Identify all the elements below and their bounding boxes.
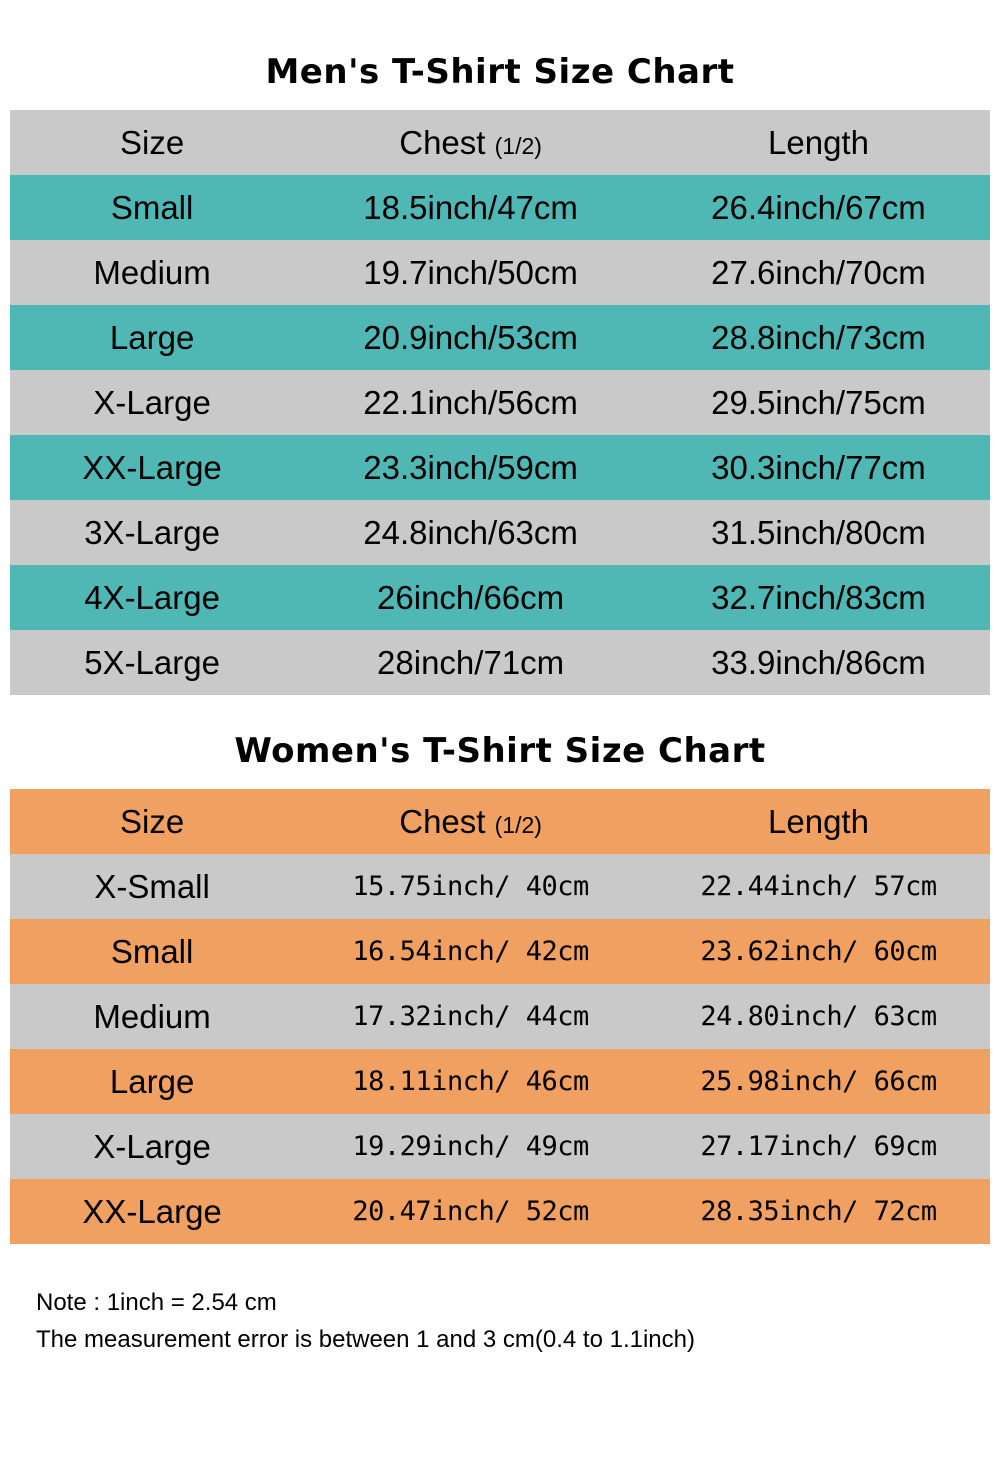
mens-chart-title: Men's T-Shirt Size Chart: [265, 52, 735, 92]
womens-row-chest: 18.11inch/ 46cm: [294, 1049, 647, 1114]
mens-row-chest: 20.9inch/53cm: [294, 305, 647, 370]
womens-row-length: 22.44inch/ 57cm: [647, 854, 990, 919]
mens-row-length: 31.5inch/80cm: [647, 500, 990, 565]
mens-row-length: 26.4inch/67cm: [647, 175, 990, 240]
womens-row-size: Medium: [10, 984, 294, 1049]
table-row: [10, 240, 990, 305]
table-row: [10, 435, 990, 500]
mens-header-chest-sub: (1/2): [494, 132, 542, 159]
womens-row-size: Small: [10, 919, 294, 984]
mens-row-size: 4X-Large: [10, 565, 294, 630]
womens-header-size: Size: [10, 789, 294, 854]
womens-header-chest-label: Chest: [399, 802, 486, 840]
table-row: [10, 919, 990, 984]
mens-row-chest: 24.8inch/63cm: [294, 500, 647, 565]
mens-row-length: 29.5inch/75cm: [647, 370, 990, 435]
mens-row-length: 32.7inch/83cm: [647, 565, 990, 630]
note-inch-conversion: Note : 1inch = 2.54 cm: [36, 1289, 277, 1316]
table-row: [10, 175, 990, 240]
table-row: [10, 1114, 990, 1179]
womens-chart-title: Women's T-Shirt Size Chart: [234, 731, 766, 771]
mens-header-chest: [294, 110, 647, 175]
womens-row-length: 25.98inch/ 66cm: [647, 1049, 990, 1114]
womens-table-header-row: [10, 789, 990, 854]
womens-row-chest: 17.32inch/ 44cm: [294, 984, 647, 1049]
mens-header-chest-label: Chest: [399, 123, 486, 161]
table-row: [10, 1179, 990, 1244]
table-row: [10, 630, 990, 695]
notes-block: [10, 1244, 990, 1358]
mens-row-chest: 18.5inch/47cm: [294, 175, 647, 240]
mens-header-length: Length: [647, 110, 990, 175]
mens-row-size: Medium: [10, 240, 294, 305]
womens-size-table: [10, 789, 990, 1244]
womens-row-chest: 15.75inch/ 40cm: [294, 854, 647, 919]
womens-header-chest: [294, 789, 647, 854]
mens-row-length: 28.8inch/73cm: [647, 305, 990, 370]
table-row: [10, 305, 990, 370]
table-row: [10, 565, 990, 630]
womens-row-chest: 16.54inch/ 42cm: [294, 919, 647, 984]
womens-row-chest: 20.47inch/ 52cm: [294, 1179, 647, 1244]
mens-row-length: 30.3inch/77cm: [647, 435, 990, 500]
womens-row-size: Large: [10, 1049, 294, 1114]
womens-row-length: 27.17inch/ 69cm: [647, 1114, 990, 1179]
womens-row-length: 24.80inch/ 63cm: [647, 984, 990, 1049]
table-row: [10, 1049, 990, 1114]
mens-row-size: 3X-Large: [10, 500, 294, 565]
mens-header-size: Size: [10, 110, 294, 175]
mens-row-size: Small: [10, 175, 294, 240]
mens-row-chest: 26inch/66cm: [294, 565, 647, 630]
table-row: [10, 984, 990, 1049]
mens-row-size: XX-Large: [10, 435, 294, 500]
womens-header-length: Length: [647, 789, 990, 854]
mens-row-chest: 19.7inch/50cm: [294, 240, 647, 305]
table-row: [10, 370, 990, 435]
mens-row-size: 5X-Large: [10, 630, 294, 695]
mens-row-length: 33.9inch/86cm: [647, 630, 990, 695]
mens-row-chest: 28inch/71cm: [294, 630, 647, 695]
womens-header-chest-sub: (1/2): [494, 811, 542, 838]
womens-row-size: X-Small: [10, 854, 294, 919]
womens-row-size: X-Large: [10, 1114, 294, 1179]
mens-row-length: 27.6inch/70cm: [647, 240, 990, 305]
womens-row-chest: 19.29inch/ 49cm: [294, 1114, 647, 1179]
table-row: [10, 500, 990, 565]
mens-row-size: Large: [10, 305, 294, 370]
womens-row-length: 28.35inch/ 72cm: [647, 1179, 990, 1244]
womens-row-size: XX-Large: [10, 1179, 294, 1244]
mens-row-chest: 22.1inch/56cm: [294, 370, 647, 435]
mens-row-chest: 23.3inch/59cm: [294, 435, 647, 500]
table-row: [10, 854, 990, 919]
note-measurement-error: The measurement error is between 1 and 3 cm(0.4 to 1.1inch): [36, 1326, 695, 1354]
mens-size-table: [10, 110, 990, 695]
mens-table-header-row: [10, 110, 990, 175]
mens-row-size: X-Large: [10, 370, 294, 435]
womens-row-length: 23.62inch/ 60cm: [647, 919, 990, 984]
